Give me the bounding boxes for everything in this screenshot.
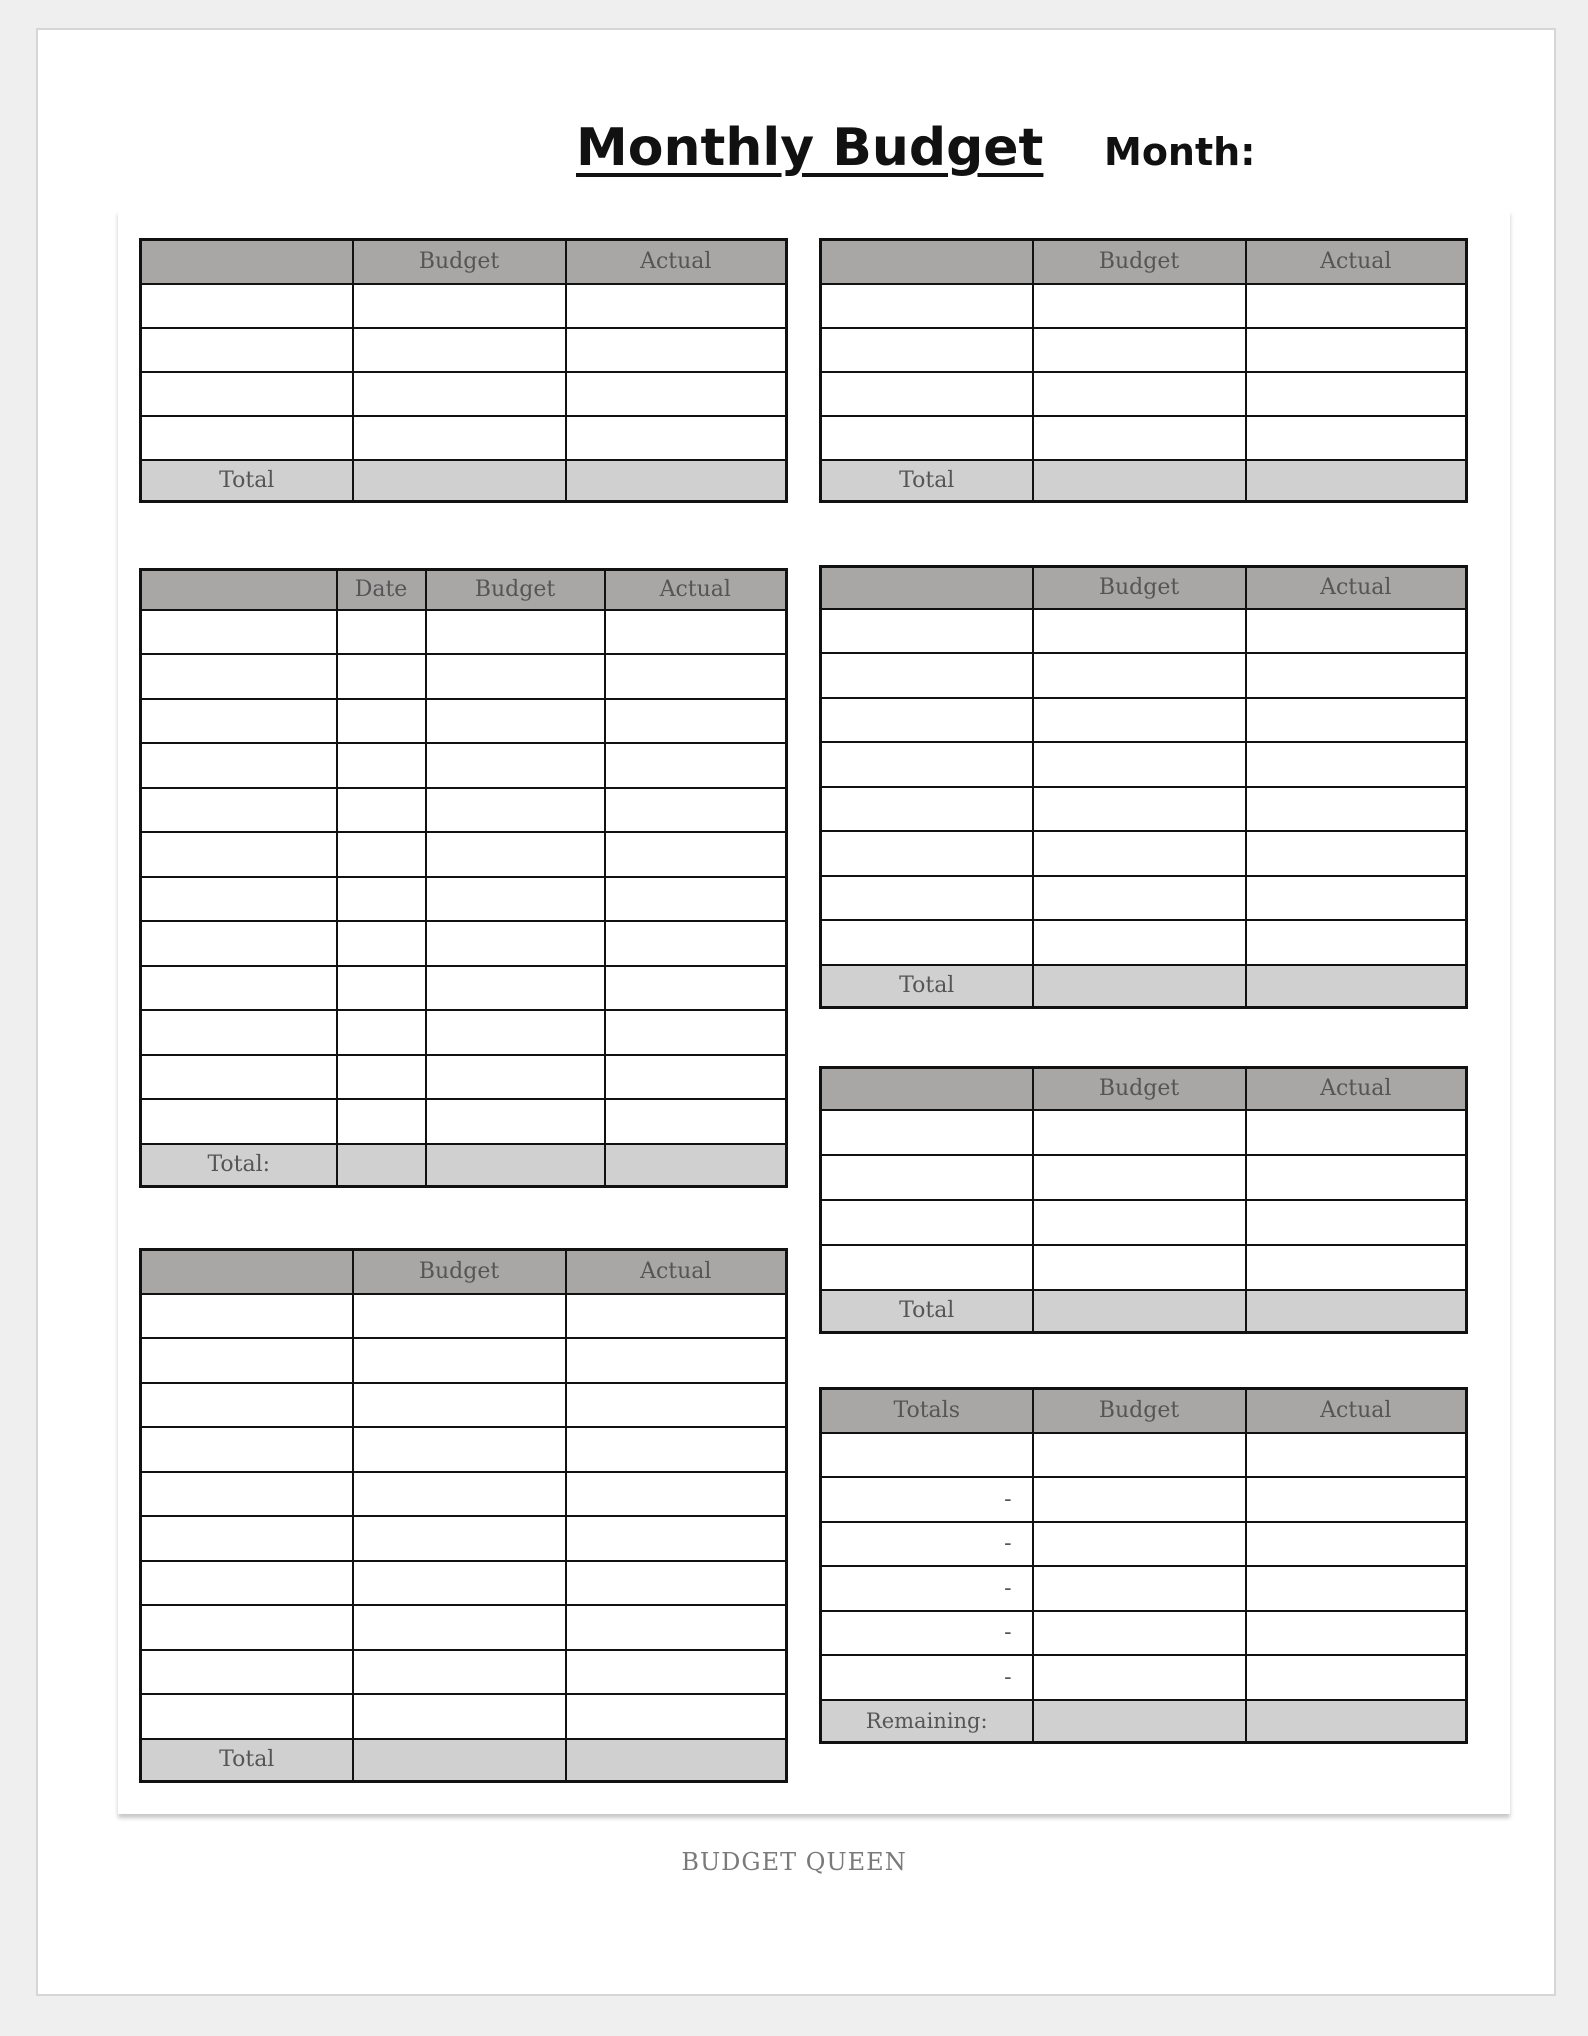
row-label-cell[interactable] <box>141 654 337 699</box>
total-cell[interactable] <box>337 1144 426 1187</box>
table-row <box>821 787 1467 832</box>
table-row <box>141 416 787 460</box>
table-row <box>821 742 1467 787</box>
entry-cell[interactable] <box>1246 742 1467 787</box>
entry-cell[interactable] <box>1033 1611 1246 1656</box>
column-header: Actual <box>1246 240 1467 284</box>
total-cell[interactable] <box>1033 1290 1246 1333</box>
table-row <box>141 966 787 1011</box>
row-label-cell[interactable] <box>141 1427 353 1472</box>
row-label-cell[interactable] <box>141 921 337 966</box>
entry-cell[interactable] <box>605 743 787 788</box>
total-cell[interactable] <box>1033 965 1246 1008</box>
total-label: Total <box>141 1739 353 1782</box>
entry-cell[interactable] <box>353 1472 566 1517</box>
table-row <box>821 609 1467 654</box>
table-row <box>821 1110 1467 1155</box>
row-label-cell[interactable] <box>141 1516 353 1561</box>
entry-cell[interactable] <box>353 1694 566 1739</box>
row-label-cell[interactable] <box>821 372 1033 416</box>
entry-cell[interactable] <box>426 1055 605 1100</box>
total-cell[interactable] <box>426 1144 605 1187</box>
row-label-cell[interactable] <box>821 698 1033 743</box>
row-label-cell[interactable] <box>141 1694 353 1739</box>
row-label-cell[interactable]: - <box>821 1611 1033 1656</box>
total-row <box>821 1290 1467 1333</box>
entry-cell[interactable] <box>566 1516 787 1561</box>
row-label-cell[interactable] <box>141 1650 353 1695</box>
entry-cell[interactable] <box>605 1010 787 1055</box>
entry-cell[interactable] <box>426 788 605 833</box>
entry-cell[interactable] <box>426 743 605 788</box>
entry-cell[interactable] <box>566 1694 787 1739</box>
entry-cell[interactable] <box>1246 1522 1467 1567</box>
table-row <box>821 328 1467 372</box>
entry-cell[interactable] <box>353 1294 566 1339</box>
entry-cell[interactable] <box>566 328 787 372</box>
entry-cell[interactable] <box>337 832 426 877</box>
table-header-row <box>141 1250 787 1294</box>
entry-cell[interactable] <box>1033 1245 1246 1290</box>
row-label-cell[interactable] <box>821 1433 1033 1478</box>
entry-cell[interactable] <box>1246 1566 1467 1611</box>
total-row <box>141 1144 787 1187</box>
entry-cell[interactable] <box>1033 876 1246 921</box>
column-header <box>821 1068 1033 1110</box>
table-row <box>141 1055 787 1100</box>
column-header <box>141 570 337 610</box>
table-row <box>821 831 1467 876</box>
entry-cell[interactable] <box>566 1650 787 1695</box>
row-label-cell[interactable] <box>141 788 337 833</box>
table-row <box>821 920 1467 965</box>
column-header <box>821 240 1033 284</box>
entry-cell[interactable] <box>1033 609 1246 654</box>
table-row <box>141 1472 787 1517</box>
row-label-cell[interactable] <box>141 416 353 460</box>
entry-cell[interactable] <box>337 966 426 1011</box>
entry-cell[interactable] <box>1246 1110 1467 1155</box>
table-row <box>141 1338 787 1383</box>
entry-cell[interactable] <box>426 877 605 922</box>
table-row <box>141 1561 787 1606</box>
row-label-cell[interactable] <box>141 328 353 372</box>
entry-cell[interactable] <box>605 832 787 877</box>
footer-brand: BUDGET QUEEN <box>681 1848 907 1876</box>
entry-cell[interactable] <box>1246 328 1467 372</box>
entry-cell[interactable] <box>353 416 566 460</box>
row-label-cell[interactable] <box>821 1155 1033 1200</box>
entry-cell[interactable] <box>1246 787 1467 832</box>
row-label-cell[interactable] <box>821 787 1033 832</box>
table-row <box>821 1245 1467 1290</box>
table-row <box>821 1155 1467 1200</box>
entry-cell[interactable] <box>337 743 426 788</box>
entry-cell[interactable] <box>605 966 787 1011</box>
row-label-cell[interactable] <box>141 966 337 1011</box>
total-cell[interactable] <box>353 1739 566 1782</box>
entry-cell[interactable] <box>1033 1522 1246 1567</box>
table-row <box>141 1694 787 1739</box>
column-header: Budget <box>426 570 605 610</box>
entry-cell[interactable] <box>1033 920 1246 965</box>
entry-cell[interactable] <box>353 284 566 328</box>
total-row <box>141 460 787 502</box>
budget-table-small-right <box>819 1066 1468 1334</box>
table-row <box>141 284 787 328</box>
total-cell[interactable] <box>353 460 566 502</box>
column-header: Actual <box>566 1250 787 1294</box>
entry-cell[interactable] <box>1033 416 1246 460</box>
row-label-cell[interactable] <box>141 877 337 922</box>
entry-cell[interactable] <box>353 1605 566 1650</box>
row-label-cell[interactable] <box>141 1338 353 1383</box>
entry-cell[interactable] <box>1033 831 1246 876</box>
row-label-cell[interactable]: - <box>821 1655 1033 1700</box>
table-row <box>821 653 1467 698</box>
entry-cell[interactable] <box>1033 653 1246 698</box>
entry-cell[interactable] <box>337 1099 426 1144</box>
entry-cell[interactable] <box>1033 1433 1246 1478</box>
entry-cell[interactable] <box>426 654 605 699</box>
column-header: Budget <box>1033 567 1246 609</box>
table-row <box>141 832 787 877</box>
entry-cell[interactable] <box>337 610 426 655</box>
column-header: Totals <box>821 1389 1033 1433</box>
table-row <box>141 1605 787 1650</box>
total-label: Total <box>821 965 1033 1008</box>
entry-cell[interactable] <box>1246 1155 1467 1200</box>
row-label-cell[interactable] <box>141 743 337 788</box>
table-row <box>141 1427 787 1472</box>
table-row <box>141 877 787 922</box>
entry-cell[interactable] <box>566 1427 787 1472</box>
entry-cell[interactable] <box>353 372 566 416</box>
entry-cell[interactable] <box>353 1338 566 1383</box>
entry-cell[interactable] <box>1033 742 1246 787</box>
entry-cell[interactable] <box>566 1383 787 1428</box>
total-cell[interactable] <box>1246 1290 1467 1333</box>
total-cell[interactable] <box>1033 460 1246 502</box>
entry-cell[interactable] <box>353 1516 566 1561</box>
entry-cell[interactable] <box>1246 609 1467 654</box>
row-label-cell[interactable] <box>821 920 1033 965</box>
total-cell[interactable] <box>566 1739 787 1782</box>
table-row <box>141 610 787 655</box>
entry-cell[interactable] <box>566 416 787 460</box>
budget-table-top-left <box>139 238 788 503</box>
column-header: Actual <box>605 570 787 610</box>
row-label-cell[interactable] <box>141 1294 353 1339</box>
entry-cell[interactable] <box>1033 284 1246 328</box>
entry-cell[interactable] <box>566 284 787 328</box>
entry-cell[interactable] <box>605 788 787 833</box>
row-label-cell[interactable] <box>141 1099 337 1144</box>
row-label-cell[interactable] <box>821 876 1033 921</box>
column-header: Budget <box>1033 1068 1246 1110</box>
table-header-row <box>821 1068 1467 1110</box>
entry-cell[interactable] <box>337 1055 426 1100</box>
row-label-cell[interactable] <box>821 1200 1033 1245</box>
table-row <box>821 1433 1467 1478</box>
entry-cell[interactable] <box>566 1561 787 1606</box>
table-row <box>821 1200 1467 1245</box>
column-header: Actual <box>1246 1068 1467 1110</box>
entry-cell[interactable] <box>426 1010 605 1055</box>
entry-cell[interactable] <box>1246 698 1467 743</box>
row-label-cell[interactable] <box>141 832 337 877</box>
table-row <box>821 698 1467 743</box>
entry-cell[interactable] <box>1246 1611 1467 1656</box>
column-header: Actual <box>1246 567 1467 609</box>
total-cell[interactable] <box>1033 1700 1246 1743</box>
entry-cell[interactable] <box>1033 1655 1246 1700</box>
entry-cell[interactable] <box>353 1427 566 1472</box>
table-row <box>141 788 787 833</box>
row-label-cell[interactable] <box>821 1110 1033 1155</box>
entry-cell[interactable] <box>337 877 426 922</box>
table-header-row <box>821 567 1467 609</box>
entry-cell[interactable] <box>353 1561 566 1606</box>
entry-cell[interactable] <box>1246 416 1467 460</box>
entry-cell[interactable] <box>353 1383 566 1428</box>
total-label: Total <box>821 460 1033 502</box>
table-row <box>821 284 1467 328</box>
column-header <box>141 240 353 284</box>
row-label-cell[interactable] <box>141 372 353 416</box>
table-row <box>141 921 787 966</box>
table-header-row <box>141 570 787 610</box>
entry-cell[interactable] <box>426 699 605 744</box>
row-label-cell[interactable] <box>141 1561 353 1606</box>
row-label-cell[interactable] <box>141 1055 337 1100</box>
table-row <box>821 876 1467 921</box>
column-header: Date <box>337 570 426 610</box>
entry-cell[interactable] <box>1033 372 1246 416</box>
entry-cell[interactable] <box>1246 1477 1467 1522</box>
table-row <box>141 1010 787 1055</box>
entry-cell[interactable] <box>426 1099 605 1144</box>
entry-cell[interactable] <box>337 921 426 966</box>
row-label-cell[interactable] <box>821 609 1033 654</box>
entry-cell[interactable] <box>566 1294 787 1339</box>
entry-cell[interactable] <box>337 788 426 833</box>
row-label-cell[interactable] <box>821 653 1033 698</box>
row-label-cell[interactable] <box>821 416 1033 460</box>
entry-cell[interactable] <box>566 1605 787 1650</box>
row-label-cell[interactable] <box>821 831 1033 876</box>
table-row <box>141 1383 787 1428</box>
entry-cell[interactable] <box>605 1099 787 1144</box>
total-label: Remaining: <box>821 1700 1033 1743</box>
total-cell[interactable] <box>566 460 787 502</box>
row-label-cell[interactable] <box>141 610 337 655</box>
entry-cell[interactable] <box>426 610 605 655</box>
table-row <box>821 416 1467 460</box>
budget-table-bottom-left <box>139 1248 788 1783</box>
entry-cell[interactable] <box>1246 1200 1467 1245</box>
entry-cell[interactable] <box>1033 1566 1246 1611</box>
entry-cell[interactable] <box>1246 876 1467 921</box>
total-row <box>821 460 1467 502</box>
table-row <box>821 1566 1467 1611</box>
table-row <box>821 372 1467 416</box>
table-row <box>821 1611 1467 1656</box>
column-header: Actual <box>566 240 787 284</box>
table-header-row <box>141 240 787 284</box>
entry-cell[interactable] <box>1246 1433 1467 1478</box>
budget-table-date <box>139 568 788 1188</box>
total-cell[interactable] <box>1246 460 1467 502</box>
entry-cell[interactable] <box>1033 1200 1246 1245</box>
entry-cell[interactable] <box>1033 1155 1246 1200</box>
entry-cell[interactable] <box>1033 1110 1246 1155</box>
entry-cell[interactable] <box>337 654 426 699</box>
table-row <box>141 743 787 788</box>
entry-cell[interactable] <box>1246 372 1467 416</box>
row-label-cell[interactable] <box>141 1472 353 1517</box>
entry-cell[interactable] <box>1033 698 1246 743</box>
entry-cell[interactable] <box>1246 653 1467 698</box>
entry-cell[interactable] <box>353 328 566 372</box>
row-label-cell[interactable] <box>821 742 1033 787</box>
table-row <box>141 1294 787 1339</box>
entry-cell[interactable] <box>605 610 787 655</box>
row-label-cell[interactable] <box>141 1010 337 1055</box>
entry-cell[interactable] <box>605 699 787 744</box>
total-row <box>821 965 1467 1008</box>
column-header: Actual <box>1246 1389 1467 1433</box>
table-header-row <box>821 1389 1467 1433</box>
table-row <box>821 1655 1467 1700</box>
entry-cell[interactable] <box>605 921 787 966</box>
entry-cell[interactable] <box>1246 831 1467 876</box>
table-row <box>821 1477 1467 1522</box>
table-row <box>141 699 787 744</box>
entry-cell[interactable] <box>566 1338 787 1383</box>
column-header: Budget <box>1033 1389 1246 1433</box>
total-row <box>821 1700 1467 1743</box>
table-header-row <box>821 240 1467 284</box>
column-header: Budget <box>353 240 566 284</box>
table-row <box>141 1516 787 1561</box>
entry-cell[interactable] <box>566 372 787 416</box>
row-label-cell[interactable] <box>141 284 353 328</box>
row-label-cell[interactable] <box>821 284 1033 328</box>
entry-cell[interactable] <box>353 1650 566 1695</box>
page-title: Monthly Budget <box>576 118 1044 178</box>
entry-cell[interactable] <box>426 966 605 1011</box>
entry-cell[interactable] <box>605 654 787 699</box>
column-header <box>821 567 1033 609</box>
entry-cell[interactable] <box>566 1472 787 1517</box>
month-label: Month: <box>1104 130 1256 174</box>
entry-cell[interactable] <box>605 877 787 922</box>
entry-cell[interactable] <box>1246 284 1467 328</box>
table-row <box>141 372 787 416</box>
column-header: Budget <box>353 1250 566 1294</box>
table-row <box>141 1099 787 1144</box>
budget-table-mid-right <box>819 565 1468 1009</box>
row-label-cell[interactable]: - <box>821 1477 1033 1522</box>
table-row <box>141 654 787 699</box>
total-label: Total <box>821 1290 1033 1333</box>
entry-cell[interactable] <box>1246 920 1467 965</box>
entry-cell[interactable] <box>1033 328 1246 372</box>
row-label-cell[interactable] <box>821 328 1033 372</box>
entry-cell[interactable] <box>605 1055 787 1100</box>
total-cell[interactable] <box>605 1144 787 1187</box>
row-label-cell[interactable] <box>141 1605 353 1650</box>
table-row <box>821 1522 1467 1567</box>
column-header <box>141 1250 353 1294</box>
total-label: Total: <box>141 1144 337 1187</box>
total-label: Total <box>141 460 353 502</box>
total-cell[interactable] <box>1246 1700 1467 1743</box>
entry-cell[interactable] <box>1246 1245 1467 1290</box>
entry-cell[interactable] <box>337 699 426 744</box>
row-label-cell[interactable] <box>141 699 337 744</box>
row-label-cell[interactable] <box>821 1245 1033 1290</box>
row-label-cell[interactable]: - <box>821 1566 1033 1611</box>
budget-table-top-right <box>819 238 1468 503</box>
total-cell[interactable] <box>1246 965 1467 1008</box>
total-row <box>141 1739 787 1782</box>
entry-cell[interactable] <box>1033 1477 1246 1522</box>
entry-cell[interactable] <box>426 832 605 877</box>
column-header: Budget <box>1033 240 1246 284</box>
entry-cell[interactable] <box>337 1010 426 1055</box>
row-label-cell[interactable] <box>141 1383 353 1428</box>
totals-table <box>819 1387 1468 1744</box>
table-row <box>141 1650 787 1695</box>
row-label-cell[interactable]: - <box>821 1522 1033 1567</box>
entry-cell[interactable] <box>1033 787 1246 832</box>
entry-cell[interactable] <box>1246 1655 1467 1700</box>
table-row <box>141 328 787 372</box>
entry-cell[interactable] <box>426 921 605 966</box>
